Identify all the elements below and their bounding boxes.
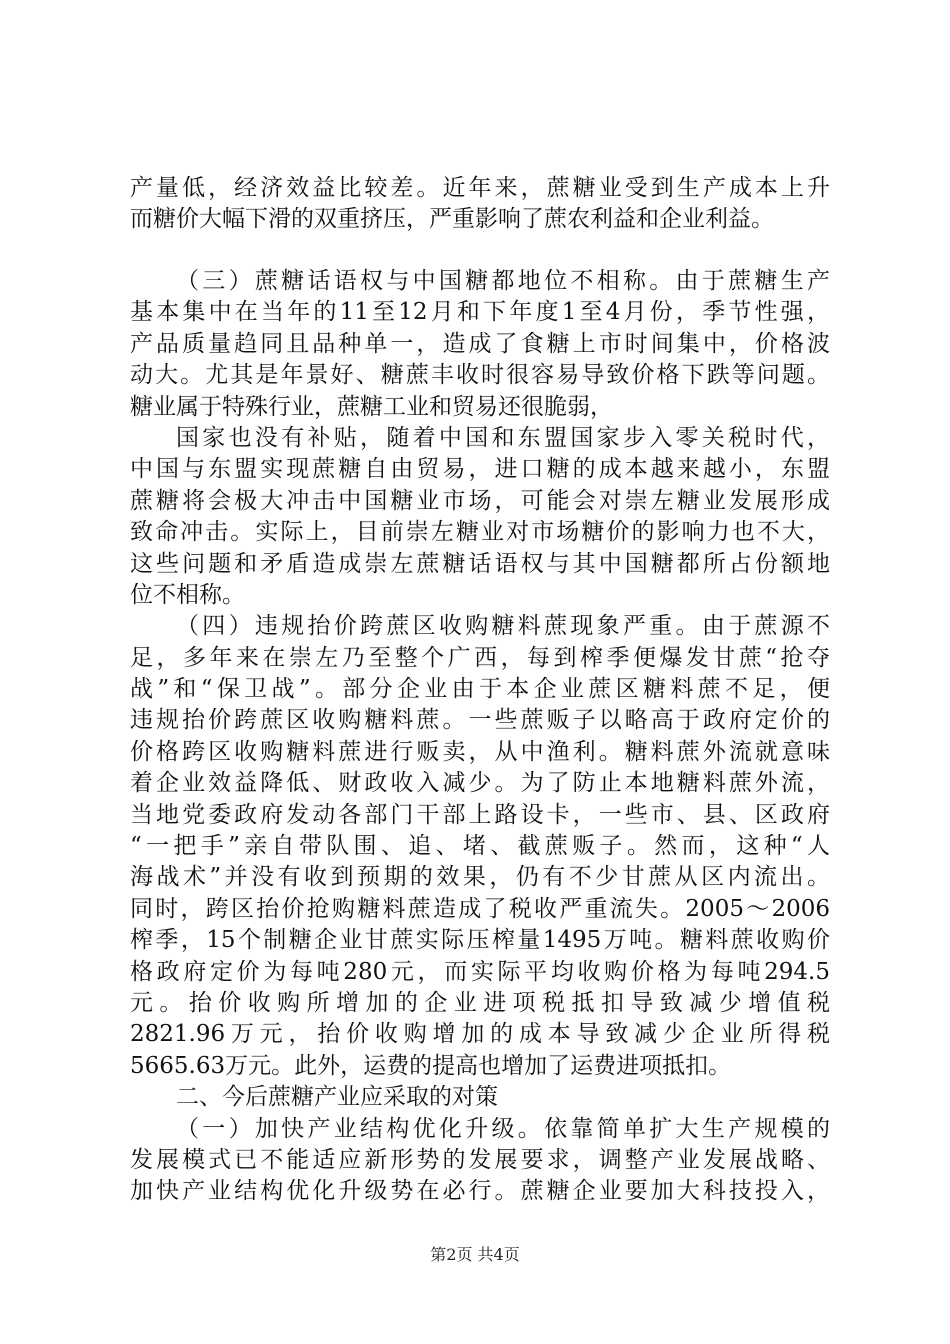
text-line: 战”和“保卫战”。部分企业由于本企业蔗区糖料蔗不足，便	[130, 676, 830, 703]
text-line: 位不相称。	[130, 581, 245, 608]
text-line: 2821.96万元，抬价收购增加的成本导致减少企业所得税	[130, 1021, 830, 1048]
text-line: 产品质量趋同且品种单一，造成了食糖上市时间集中，价格波	[130, 330, 830, 357]
text-line: 致命冲击。实际上，目前崇左糖业对市场糖价的影响力也不大，	[130, 519, 830, 546]
text-line: 产量低，经济效益比较差。近年来，蔗糖业受到生产成本上升	[130, 175, 830, 201]
text-line: 动大。尤其是年景好、糖蔗丰收时很容易导致价格下跌等问题。	[130, 362, 830, 389]
section-heading-line: （三）蔗糖话语权与中国糖都地位不相称。由于蔗糖生产	[176, 268, 830, 294]
section-heading-line: （一）加快产业结构优化升级。依靠简单扩大生产规模的	[176, 1115, 830, 1142]
text-line: 国家也没有补贴，随着中国和东盟国家步入零关税时代，	[176, 424, 830, 451]
text-line: 着企业效益降低、财政收入减少。为了防止本地糖料蔗外流，	[130, 770, 830, 797]
text-line: 违规抬价跨蔗区收购糖料蔗。一些蔗贩子以略高于政府定价的	[130, 707, 830, 734]
text-line: 榨季，15个制糖企业甘蔗实际压榨量1495万吨。糖料蔗收购价	[130, 927, 830, 954]
text-line: 海战术”并没有收到预期的效果，仍有不少甘蔗从区内流出。	[130, 864, 830, 891]
section-heading-line: 二、今后蔗糖产业应采取的对策	[176, 1084, 498, 1111]
text-line: 价格跨区收购糖料蔗进行贩卖，从中渔利。糖料蔗外流就意味	[130, 738, 830, 765]
text-line: 中国与东盟实现蔗糖自由贸易，进口糖的成本越来越小，东盟	[130, 456, 830, 483]
text-line: 同时，跨区抬价抢购糖料蔗造成了税收严重流失。2005～2006	[130, 895, 830, 922]
text-line: 蔗糖将会极大冲击中国糖业市场，可能会对崇左糖业发展形成	[130, 487, 830, 514]
text-line: 发展模式已不能适应新形势的发展要求，调整产业发展战略、	[130, 1146, 830, 1173]
body-text	[130, 266, 830, 1208]
text-line: 这些问题和矛盾造成崇左蔗糖话语权与其中国糖都所占份额地	[130, 550, 830, 577]
section-heading-line: （四）违规抬价跨蔗区收购糖料蔗现象严重。由于蔗源不	[176, 613, 830, 640]
text-line: 格政府定价为每吨280元，而实际平均收购价格为每吨294.5	[130, 958, 830, 985]
text-line: 元。抬价收购所增加的企业进项税抵扣导致减少增值税	[130, 989, 830, 1016]
text-line: 5665.63万元。此外，运费的提高也增加了运费进项抵扣。	[130, 1052, 732, 1079]
text-line: 当地党委政府发动各部门干部上路设卡，一些市、县、区政府	[130, 801, 830, 828]
text-line: 足，多年来在崇左乃至整个广西，每到榨季便爆发甘蔗“抢夺	[130, 644, 830, 671]
text-line: 而糖价大幅下滑的双重挤压，严重影响了蔗农利益和企业利益。	[130, 206, 774, 233]
text-line: 加快产业结构优化升级势在必行。蔗糖企业要加大科技投入，	[130, 1178, 830, 1205]
text-line: “一把手”亲自带队围、追、堵、截蔗贩子。然而，这种“人	[130, 833, 830, 860]
text-line: 糖业属于特殊行业，蔗糖工业和贸易还很脆弱，	[130, 393, 613, 420]
paragraph-continuation	[130, 173, 830, 236]
page-number-footer: 第2页 共4页	[430, 1245, 520, 1264]
text-line: 基本集中在当年的11至12月和下年度1至4月份，季节性强，	[130, 299, 830, 326]
